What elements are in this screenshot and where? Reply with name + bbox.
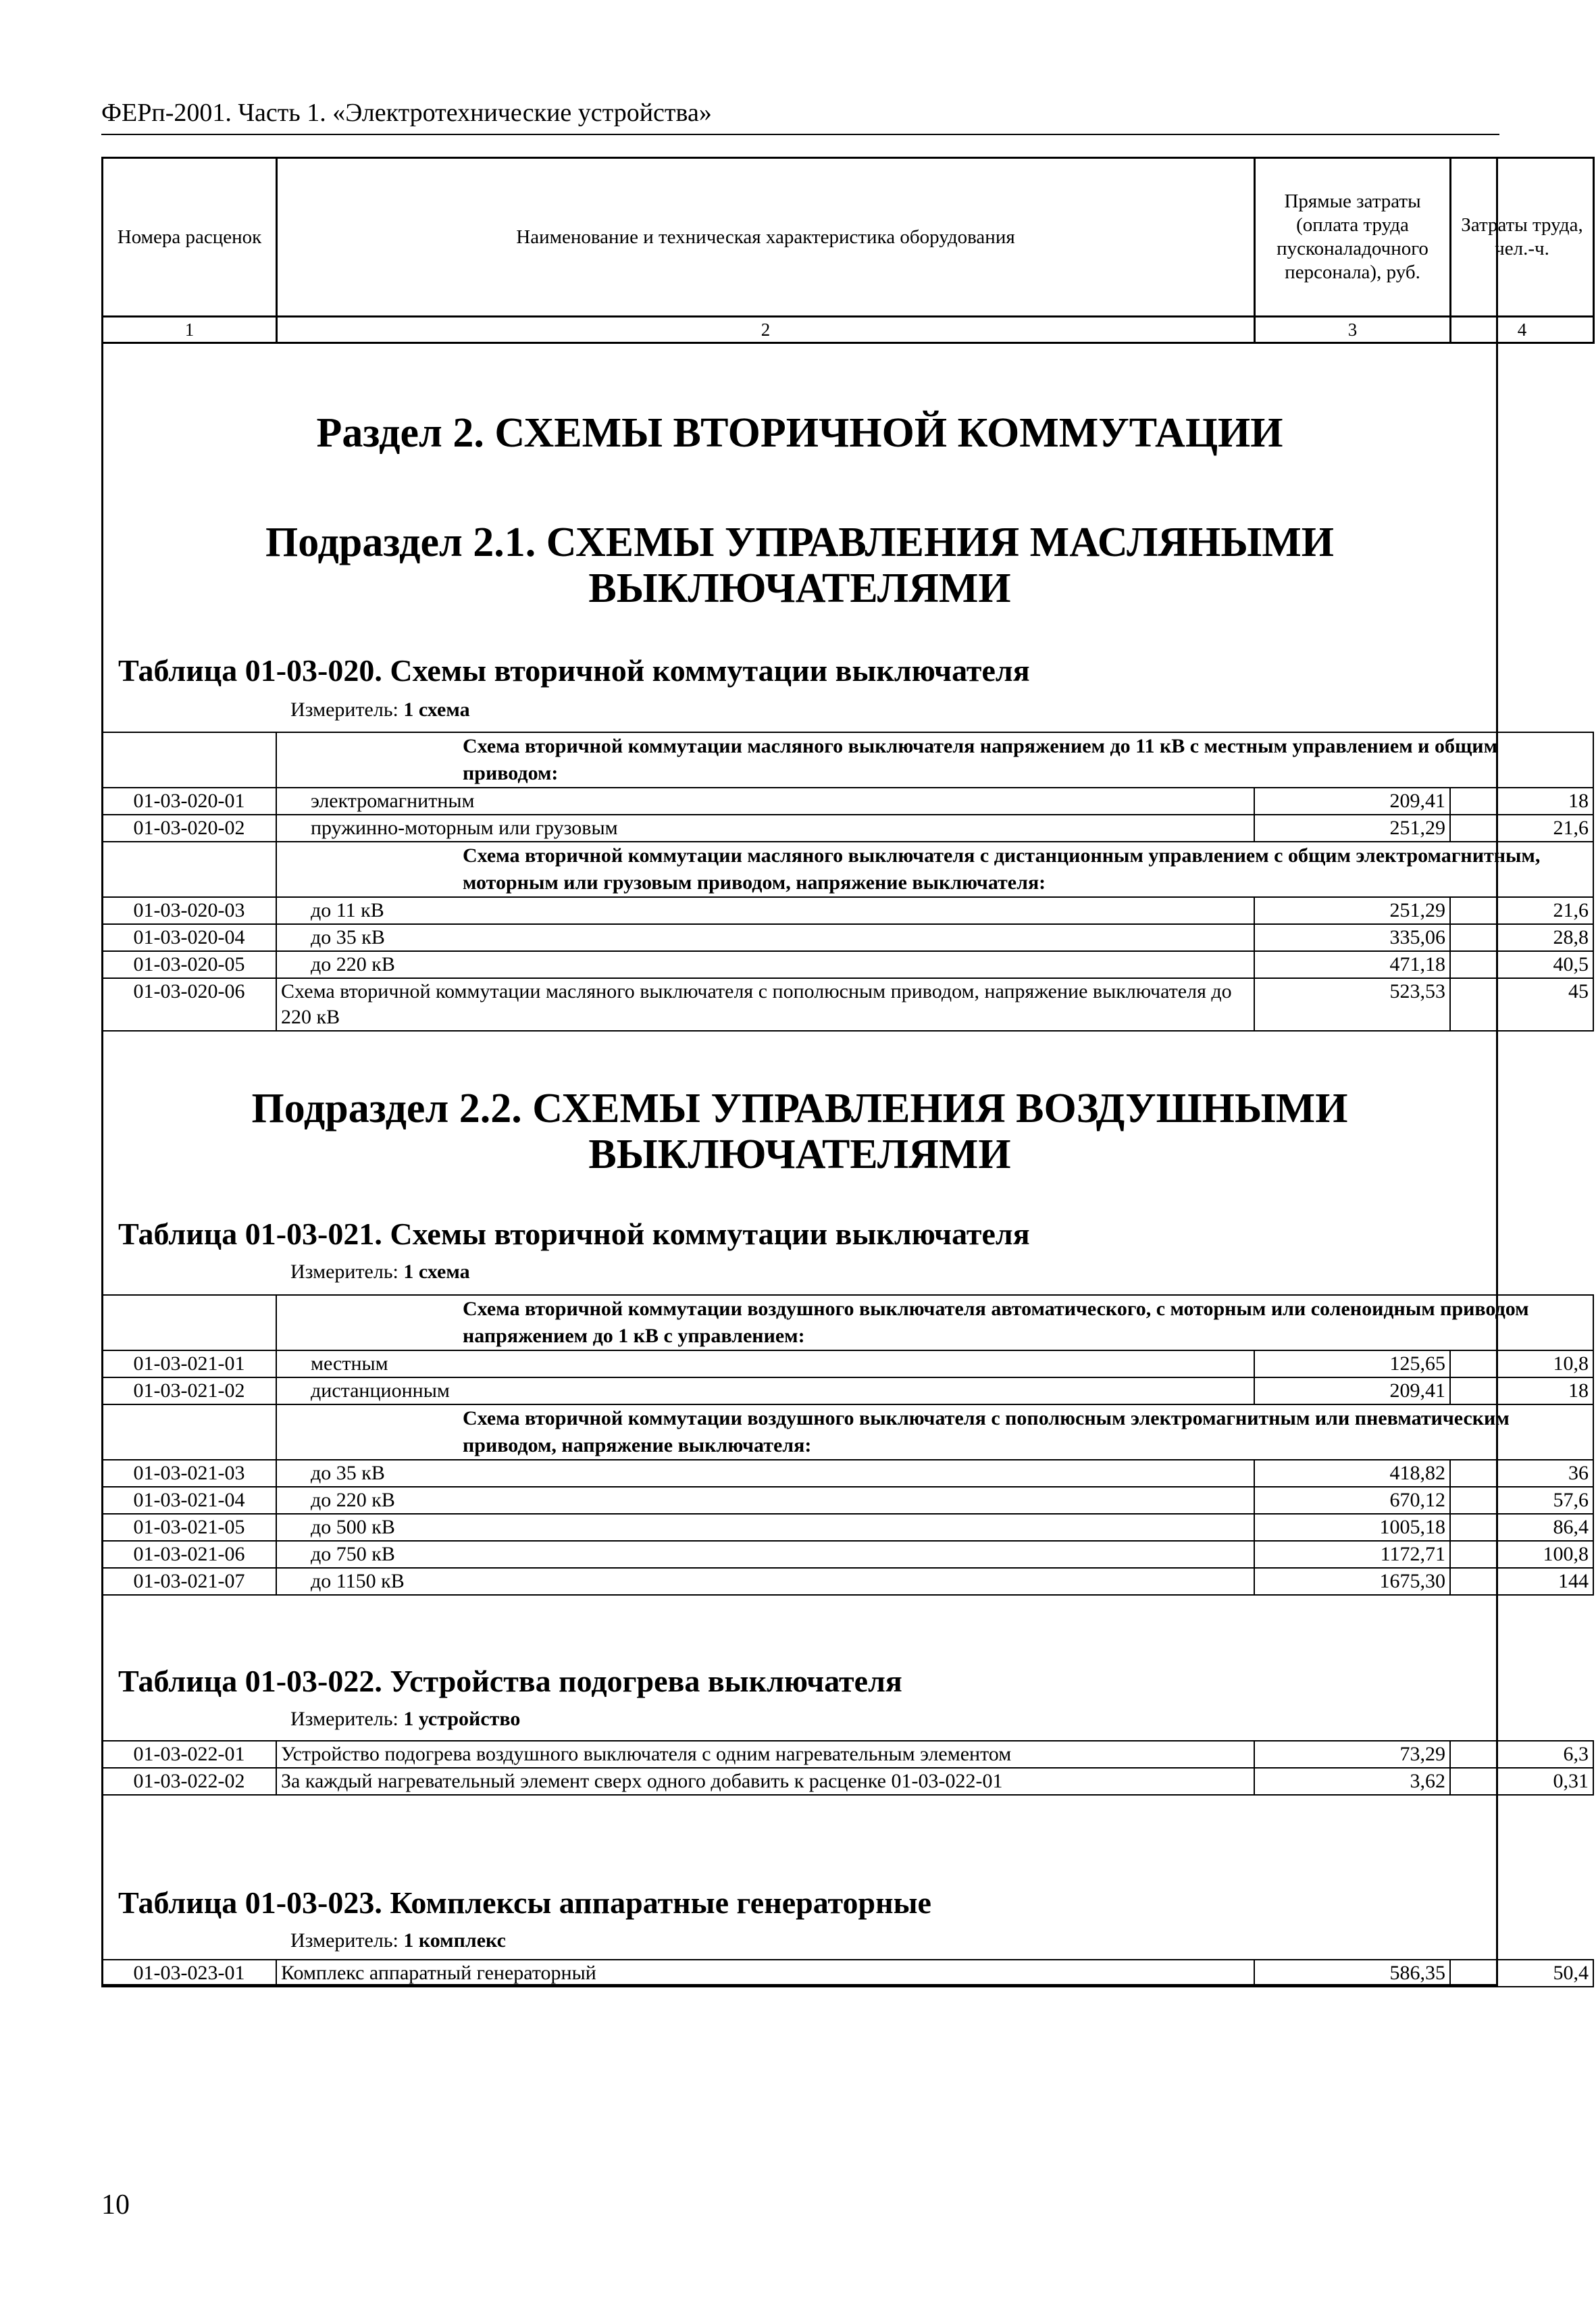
rate-code: 01-03-021-02 xyxy=(102,1377,276,1404)
rate-labor: 6,3 xyxy=(1450,1741,1593,1768)
rate-cost: 670,12 xyxy=(1254,1487,1450,1514)
rate-cost: 586,35 xyxy=(1254,1960,1450,1987)
rate-code: 01-03-022-01 xyxy=(102,1741,276,1768)
table-022 xyxy=(101,1740,1594,1796)
rate-name: Схема вторичной коммутации масляного выключателя с пополюсным приводом, напряжение выключателя до 220 кВ xyxy=(276,978,1254,1031)
col-header-name: Наименование и техническая характеристика оборудования xyxy=(277,158,1255,317)
rate-cost: 209,41 xyxy=(1254,788,1450,815)
table-row xyxy=(102,1377,1593,1404)
table-020-title: Таблица 01-03-020. Схемы вторичной коммутации выключателя xyxy=(118,653,1030,688)
header-rule xyxy=(101,134,1499,135)
table-row xyxy=(102,1487,1593,1514)
rate-labor: 10,8 xyxy=(1450,1350,1593,1377)
rate-code: 01-03-022-02 xyxy=(102,1768,276,1795)
rate-code: 01-03-020-06 xyxy=(102,978,276,1031)
rate-cost: 251,29 xyxy=(1254,815,1450,842)
rate-cost: 209,41 xyxy=(1254,1377,1450,1404)
table-022-meter: Измеритель: 1 устройство xyxy=(290,1708,521,1730)
table-023-meter: Измеритель: 1 комплекс xyxy=(290,1929,506,1952)
rate-code: 01-03-020-05 xyxy=(102,951,276,978)
rate-cost: 418,82 xyxy=(1254,1460,1450,1487)
group-heading: Схема вторичной коммутации масляного выключателя напряжением до 11 кВ с местным управлением и общим приводом: xyxy=(276,732,1593,788)
col-header-codes: Номера расценок xyxy=(103,158,277,317)
rate-code: 01-03-021-05 xyxy=(102,1514,276,1541)
rate-name: до 220 кВ xyxy=(276,1487,1254,1514)
rate-labor: 21,6 xyxy=(1450,815,1593,842)
table-row xyxy=(102,897,1593,924)
table-021-meter: Измеритель: 1 схема xyxy=(290,1261,470,1283)
rate-name: Устройство подогрева воздушного выключателя с одним нагревательным элементом xyxy=(276,1741,1254,1768)
subsection-2-2-title-line2: ВЫКЛЮЧАТЕЛЯМИ xyxy=(588,1132,1011,1177)
table-020 xyxy=(101,732,1594,1032)
rate-name: пружинно-моторным или грузовым xyxy=(276,815,1254,842)
table-row xyxy=(102,1960,1593,1987)
table-row xyxy=(102,1568,1593,1595)
rate-name: до 1150 кВ xyxy=(276,1568,1254,1595)
column-header-table xyxy=(101,157,1595,344)
subsection-2-1-title-line2: ВЫКЛЮЧАТЕЛЯМИ xyxy=(588,565,1011,611)
table-row xyxy=(102,1460,1593,1487)
rate-name: до 750 кВ xyxy=(276,1541,1254,1568)
rate-labor: 57,6 xyxy=(1450,1487,1593,1514)
rate-labor: 50,4 xyxy=(1450,1960,1593,1987)
table-021 xyxy=(101,1294,1594,1596)
table-023-title: Таблица 01-03-023. Комплексы аппаратные генераторные xyxy=(118,1885,931,1920)
table-row xyxy=(102,951,1593,978)
rate-name: Комплекс аппаратный генераторный xyxy=(276,1960,1254,1987)
rate-labor: 21,6 xyxy=(1450,897,1593,924)
rate-labor: 0,31 xyxy=(1450,1768,1593,1795)
table-021-title: Таблица 01-03-021. Схемы вторичной коммутации выключателя xyxy=(118,1217,1030,1251)
table-023 xyxy=(101,1959,1594,1987)
rate-labor: 86,4 xyxy=(1450,1514,1593,1541)
rate-code: 01-03-020-04 xyxy=(102,924,276,951)
rate-code: 01-03-020-02 xyxy=(102,815,276,842)
rate-code: 01-03-021-04 xyxy=(102,1487,276,1514)
col-number-3: 3 xyxy=(1255,317,1451,343)
section-title: Раздел 2. СХЕМЫ ВТОРИЧНОЙ КОММУТАЦИИ xyxy=(316,410,1283,456)
col-header-cost: Прямые затраты (оплата труда пусконаладочного персонала), руб. xyxy=(1255,158,1451,317)
rate-cost: 1172,71 xyxy=(1254,1541,1450,1568)
rate-labor: 18 xyxy=(1450,1377,1593,1404)
table-row xyxy=(102,1741,1593,1768)
rate-code: 01-03-020-03 xyxy=(102,897,276,924)
rate-cost: 73,29 xyxy=(1254,1741,1450,1768)
rate-code: 01-03-020-01 xyxy=(102,788,276,815)
table-row xyxy=(102,978,1593,1031)
rate-cost: 3,62 xyxy=(1254,1768,1450,1795)
group-blank xyxy=(102,1295,276,1350)
table-row xyxy=(102,1768,1593,1795)
rate-labor: 144 xyxy=(1450,1568,1593,1595)
group-heading: Схема вторичной коммутации масляного выключателя с дистанционным управлением с общим электромагнитным, моторным или грузовым приводом, напряжение выключателя: xyxy=(276,842,1593,897)
table-row xyxy=(102,924,1593,951)
rate-code: 01-03-023-01 xyxy=(102,1960,276,1987)
subsection-2-1-title-line1: Подраздел 2.1. СХЕМЫ УПРАВЛЕНИЯ МАСЛЯНЫМИ xyxy=(265,519,1334,565)
rate-name: до 35 кВ xyxy=(276,1460,1254,1487)
rate-name: до 11 кВ xyxy=(276,897,1254,924)
rate-name: местным xyxy=(276,1350,1254,1377)
rate-name: до 220 кВ xyxy=(276,951,1254,978)
rate-name: За каждый нагревательный элемент сверх одного добавить к расценке 01-03-022-01 xyxy=(276,1768,1254,1795)
table-022-title: Таблица 01-03-022. Устройства подогрева выключателя xyxy=(118,1664,902,1698)
rate-labor: 40,5 xyxy=(1450,951,1593,978)
col-header-labor: Затраты труда, чел.-ч. xyxy=(1451,158,1594,317)
col-number-1: 1 xyxy=(103,317,277,343)
rate-labor: 18 xyxy=(1450,788,1593,815)
table-row xyxy=(102,1350,1593,1377)
rate-cost: 125,65 xyxy=(1254,1350,1450,1377)
rate-labor: 36 xyxy=(1450,1460,1593,1487)
subsection-2-2-title-line1: Подраздел 2.2. СХЕМЫ УПРАВЛЕНИЯ ВОЗДУШНЫМИ xyxy=(251,1086,1348,1132)
table-row xyxy=(102,1514,1593,1541)
table-row xyxy=(102,788,1593,815)
rate-cost: 523,53 xyxy=(1254,978,1450,1031)
rate-labor: 28,8 xyxy=(1450,924,1593,951)
rate-name: электромагнитным xyxy=(276,788,1254,815)
rate-cost: 1005,18 xyxy=(1254,1514,1450,1541)
rate-cost: 471,18 xyxy=(1254,951,1450,978)
col-number-2: 2 xyxy=(277,317,1255,343)
group-blank xyxy=(102,732,276,788)
group-blank xyxy=(102,842,276,897)
rate-code: 01-03-021-06 xyxy=(102,1541,276,1568)
rate-cost: 1675,30 xyxy=(1254,1568,1450,1595)
page-number: 10 xyxy=(101,2189,130,2220)
rate-cost: 251,29 xyxy=(1254,897,1450,924)
col-number-4: 4 xyxy=(1451,317,1594,343)
table-row xyxy=(102,815,1593,842)
rate-cost: 335,06 xyxy=(1254,924,1450,951)
group-heading: Схема вторичной коммутации воздушного выключателя с пополюсным электромагнитным или пневматическим приводом, напряжение выключателя: xyxy=(276,1404,1593,1460)
rate-name: дистанционным xyxy=(276,1377,1254,1404)
table-020-meter: Измеритель: 1 схема xyxy=(290,698,470,721)
rate-name: до 500 кВ xyxy=(276,1514,1254,1541)
rate-code: 01-03-021-07 xyxy=(102,1568,276,1595)
rate-code: 01-03-021-03 xyxy=(102,1460,276,1487)
running-head: ФЕРп-2001. Часть 1. «Электротехнические устройства» xyxy=(101,99,712,127)
table-row xyxy=(102,1541,1593,1568)
rate-labor: 45 xyxy=(1450,978,1593,1031)
group-heading: Схема вторичной коммутации воздушного выключателя автоматического, с моторным или соленоидным приводом напряжением до 1 кВ с управлением: xyxy=(276,1295,1593,1350)
rate-code: 01-03-021-01 xyxy=(102,1350,276,1377)
rate-labor: 100,8 xyxy=(1450,1541,1593,1568)
group-blank xyxy=(102,1404,276,1460)
rate-name: до 35 кВ xyxy=(276,924,1254,951)
